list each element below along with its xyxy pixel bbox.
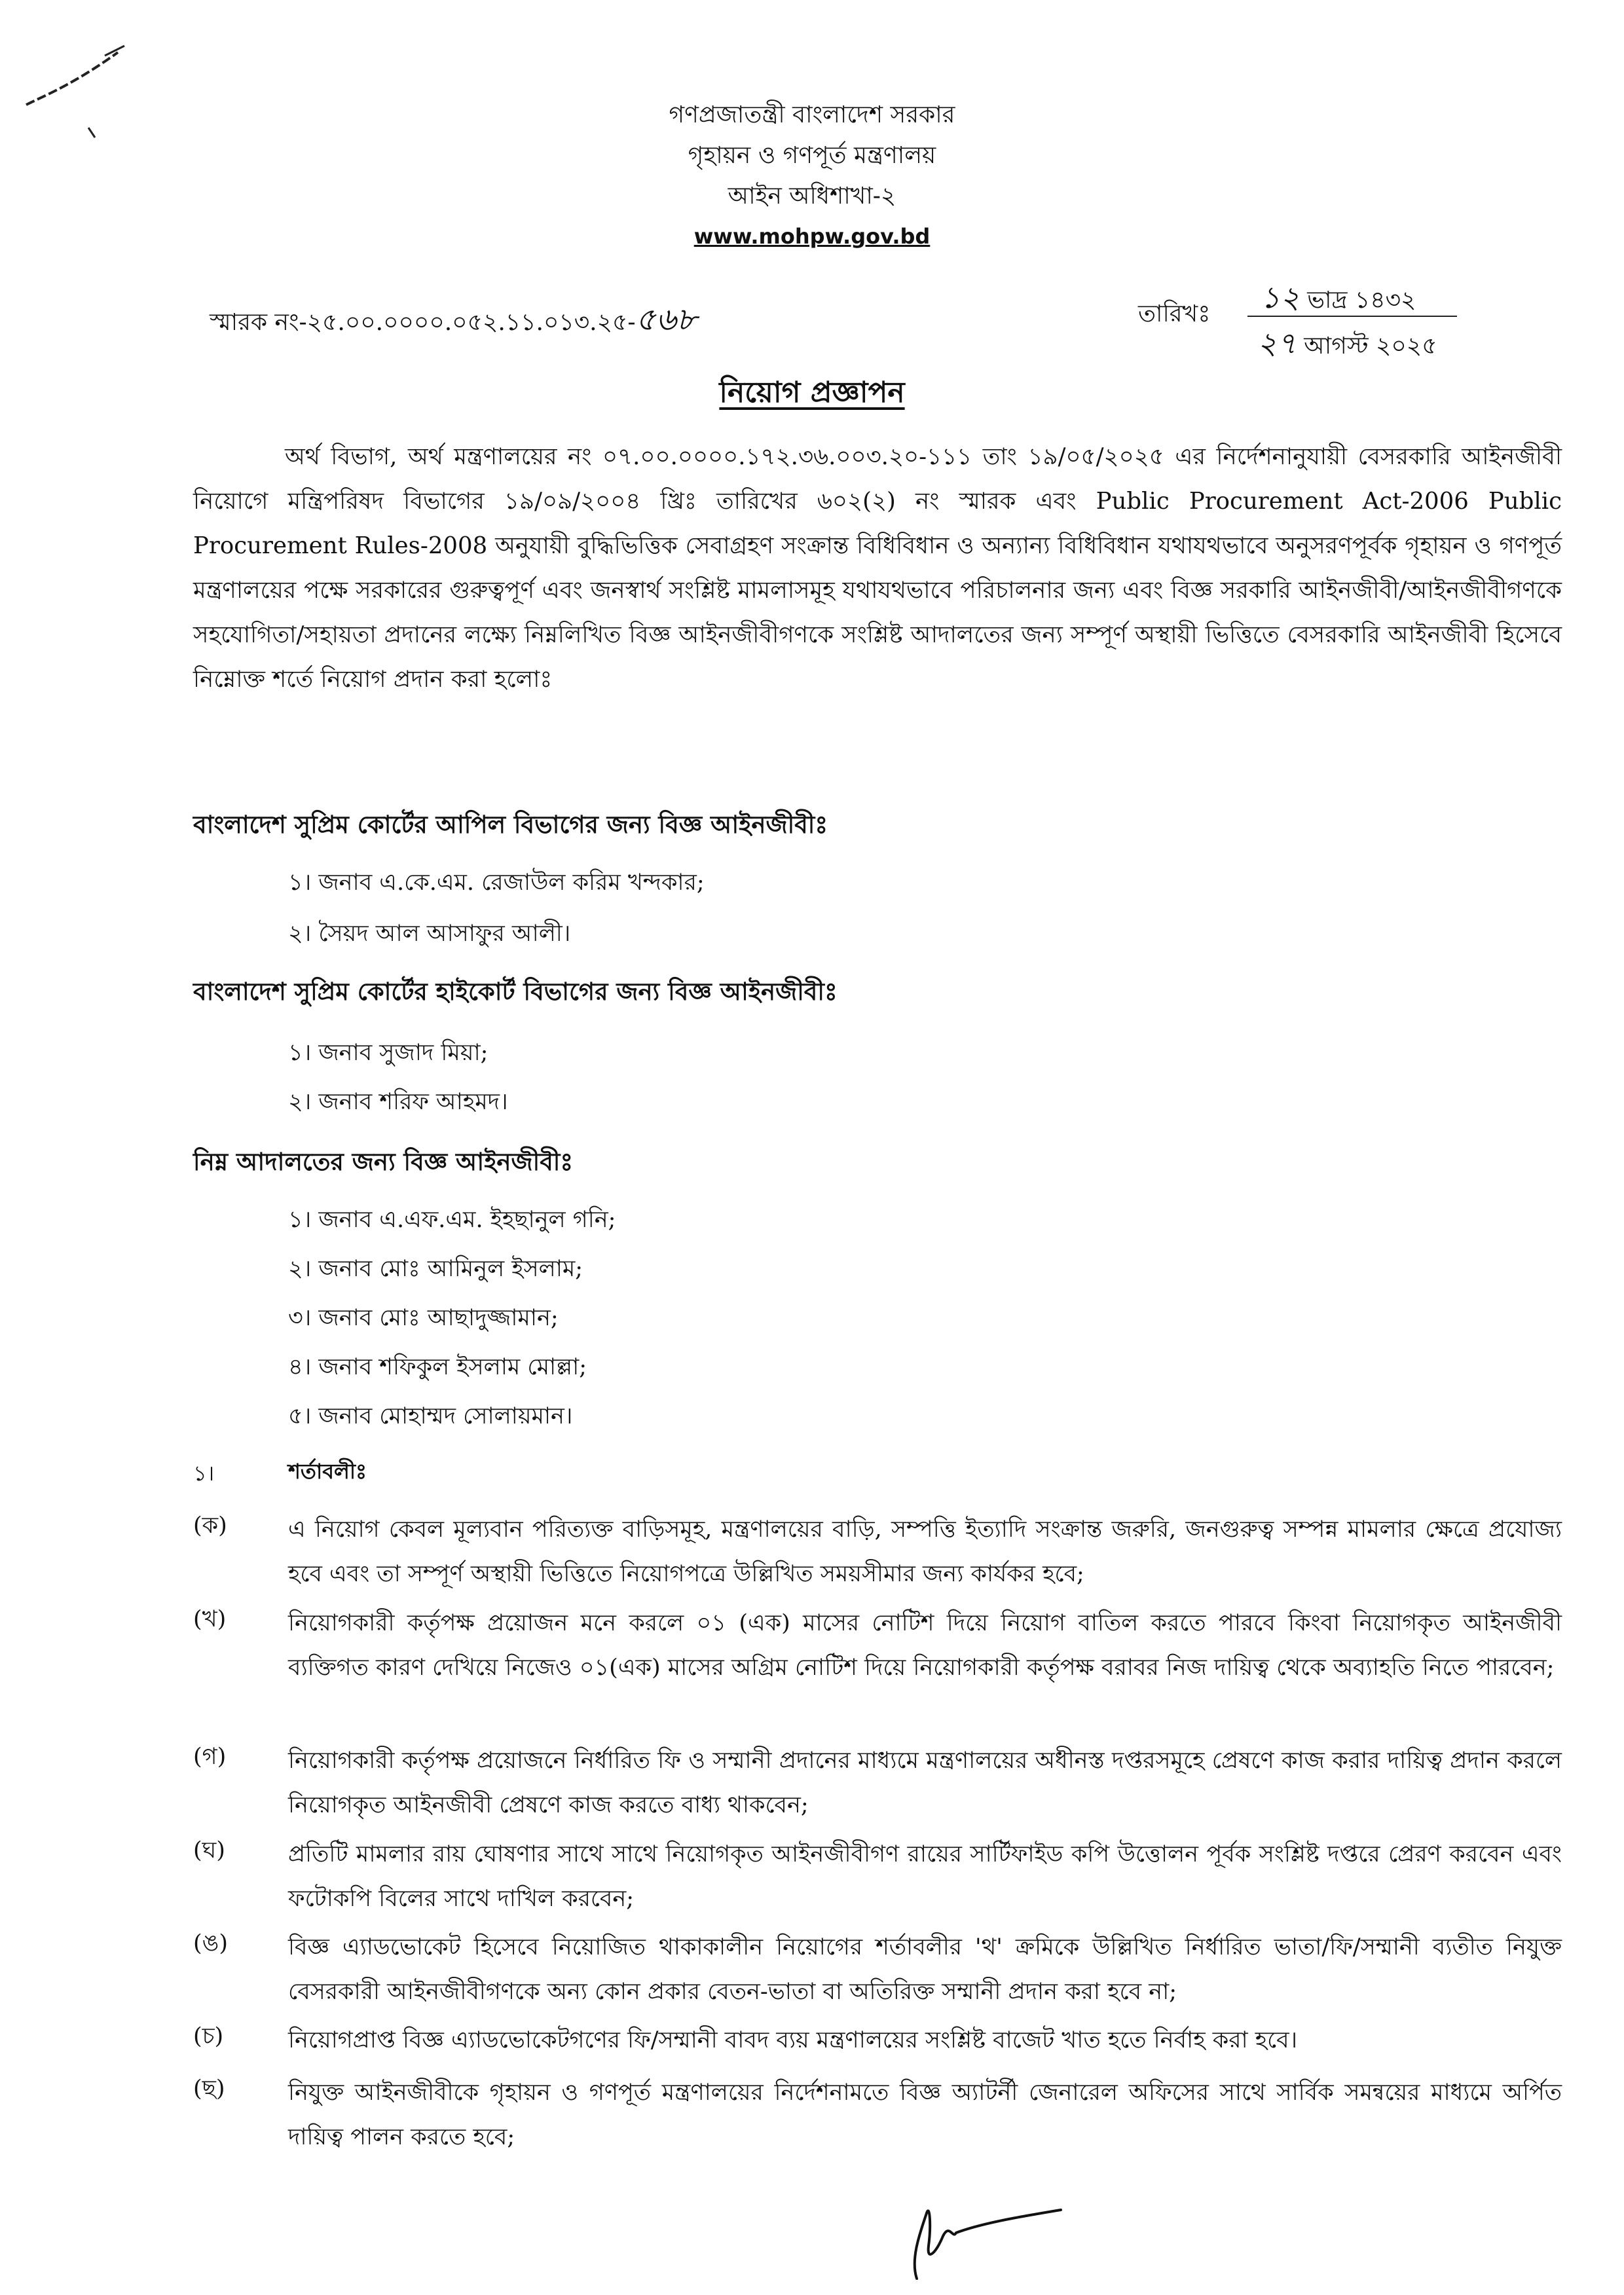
date-bangla-month-year: ভাদ্র ১৪৩২ — [1307, 287, 1416, 314]
conditions-number: ১। — [193, 1461, 215, 1486]
lower-court-lawyer-1: ১। জনাব এ.এফ.এম. ইহছানুল গনি; — [288, 1207, 616, 1233]
high-court-lawyer-1: ১। জনাব সুজাদ মিয়া; — [288, 1040, 489, 1066]
memo-reference-handwritten: ৫৬৮ — [635, 301, 697, 338]
website-link[interactable]: www.mohpw.gov.bd — [693, 224, 931, 249]
signature-icon — [891, 2187, 1087, 2285]
date-english — [1257, 321, 1437, 371]
condition-label: (খ) — [193, 1606, 227, 1632]
government-name: গণপ্রজাতন্ত্রী বাংলাদেশ সরকার — [669, 101, 955, 128]
date-label: তারিখঃ — [1138, 301, 1211, 327]
condition-label: (গ) — [193, 1744, 227, 1770]
memo-reference — [210, 296, 697, 348]
lower-court-lawyer-3: ৩। জনাব মোঃ আছাদুজ্জামান; — [288, 1305, 559, 1331]
appellate-lawyer-1: ১। জনাব এ.কে.এম. রেজাউল করিম খন্দকার; — [288, 870, 705, 896]
condition-label: (ছ) — [193, 2076, 225, 2102]
condition-text: নিয়োগকারী কর্তৃপক্ষ প্রয়োজনে নির্ধারিত ফি ও সম্মানী প্রদানের মাধ্যমে মন্ত্রণালয়ের অধীনস্ত দপ্তরসমূহে প্রেষণে কাজ করার দায়িত্ব প্রদান করলে নিয়োগকৃত আইনজীবী প্রেষণে কাজ করতে বাধ্য থাকবেন; — [288, 1748, 1562, 1818]
high-court-division-heading: বাংলাদেশ সুপ্রিম কোর্টের হাইকোর্ট বিভাগের জন্য বিজ্ঞ আইনজীবীঃ — [193, 977, 838, 1006]
ministry-name: গৃহায়ন ও গণপূর্ত মন্ত্রণালয় — [688, 142, 936, 169]
high-court-lawyer-2: ২। জনাব শরিফ আহমদ। — [288, 1089, 508, 1115]
condition-label: (ক) — [193, 1513, 227, 1539]
condition-text: নিযুক্ত আইনজীবীকে গৃহায়ন ও গণপূর্ত মন্ত্রণালয়ের নির্দেশনামতে বিজ্ঞ অ্যাটর্নী জেনারেল অফিসের সাথে সার্বিক সমন্বয়ের মাধ্যমে অর্পিত দায়িত্ব পালন করতে হবে; — [288, 2080, 1562, 2150]
memo-reference-printed: স্মারক নং-২৫.০০.০০০০.০৫২.১১.০১৩.২৫- — [210, 309, 636, 336]
appellate-division-heading: বাংলাদেশ সুপ্রিম কোর্টের আপিল বিভাগের জন্য বিজ্ঞ আইনজীবীঃ — [193, 810, 828, 839]
condition-text: এ নিয়োগ কেবল মূল্যবান পরিত্যক্ত বাড়িসমূহ, মন্ত্রণালয়ের বাড়ি, সম্পত্তি ইত্যাদি সংক্রান্ত জরুরি, জনগুরুত্ব সম্পন্ন মামলার ক্ষেত্রে প্রযোজ্য হবে এবং তা সম্পূর্ণ অস্থায়ী ভিত্তিতে নিয়োগপত্রে উল্লিখিত সময়সীমার জন্য কার্যকর হবে; — [288, 1516, 1562, 1587]
condition-label: (চ) — [193, 2023, 224, 2049]
condition-text: নিয়োগকারী কর্তৃপক্ষ প্রয়োজন মনে করলে ০১ (এক) মাসের নোটিশ দিয়ে নিয়োগ বাতিল করতে পারবে কিংবা নিয়োগকৃত আইনজীবী ব্যক্তিগত কারণ দেখিয়ে নিজেও ০১(এক) মাসের অগ্রিম নোটিশ দিয়ে নিয়োগকারী কর্তৃপক্ষ বরাবর নিজ দায়িত্ব থেকে অব্যাহতি নিতে পারবেন; — [288, 1610, 1562, 1681]
lower-court-lawyer-5: ৫। জনাব মোহাম্মদ সোলায়মান। — [288, 1403, 573, 1429]
intro-paragraph: অর্থ বিভাগ, অর্থ মন্ত্রণালয়ের নং ০৭.০০.০০০০.১৭২.৩৬.০০৩.২০-১১১ তাং ১৯/০৫/২০২৫ এর নির্দেশনানুযায়ী বেসরকারি আইনজীবী নিয়োগে মন্ত্রিপরিষদ বিভাগের ১৯/০৯/২০০৪ খ্রিঃ তারিখের ৬০২(২) নং স্মারক এবং Public Procurement Act-2006 Public Procurement Rules-2008 অনুযায়ী বুদ্ধিভিত্তিক সেবাগ্রহণ সংক্রান্ত বিধিবিধান ও অন্যান্য বিধিবিধান যথাযথভাবে অনুসরণপূর্বক গৃহায়ন ও গণপূর্ত মন্ত্রণালয়ের পক্ষে সরকারের গুরুত্বপূর্ণ এবং জনস্বার্থ সংশ্লিষ্ট মামলাসমূহ যথাযথভাবে পরিচালনার জন্য এবং বিজ্ঞ সরকারি আইনজীবী/আইনজীবীগণকে সহযোগিতা/সহায়তা প্রদানের লক্ষ্যে নিম্নলিখিত বিজ্ঞ আইনজীবীগণকে সংশ্লিষ্ট আদালতের জন্য সম্পূর্ণ অস্থায়ী ভিত্তিতে বেসরকারি আইনজীবী হিসেবে নিম্নোক্ত শর্তে নিয়োগ প্রদান করা হলোঃ — [193, 443, 1562, 693]
lower-court-lawyer-4: ৪। জনাব শফিকুল ইসলাম মোল্লা; — [288, 1354, 587, 1380]
condition-text: নিয়োগপ্রাপ্ত বিজ্ঞ এ্যাডভোকেটগণের ফি/সম্মানী বাবদ ব্যয় মন্ত্রণালয়ের সংশ্লিষ্ট বাজেট খাত হতে নির্বাহ করা হবে। — [288, 2027, 1298, 2053]
lower-court-lawyer-2: ২। জনাব মোঃ আমিনুল ইসলাম; — [288, 1256, 583, 1282]
date-english-month-year: আগস্ট ২০২৫ — [1304, 333, 1437, 359]
condition-text: বিজ্ঞ এ্যাডভোকেট হিসেবে নিয়োজিত থাকাকালীন নিয়োগের শর্তাবলীর 'থ' ক্রমিকে উল্লিখিত নির্ধারিত ভাতা/ফি/সম্মানী ব্যতীত নিযুক্ত বেসরকারী আইনজীবীগণকে অন্য কোন প্রকার বেতন-ভাতা বা অতিরিক্ত সম্মানী প্রদান করা হবে না; — [288, 1934, 1562, 2005]
date-divider — [1247, 316, 1457, 317]
section-name: আইন অধিশাখা-২ — [728, 183, 896, 210]
letterhead — [0, 95, 1624, 256]
appellate-lawyer-2: ২। সৈয়দ আল আসাফুর আলী। — [288, 921, 571, 947]
date-english-day: ২৭ — [1257, 325, 1297, 361]
document-title-text: নিয়োগ প্রজ্ঞাপন — [719, 376, 905, 409]
lower-court-heading: নিম্ন আদালতের জন্য বিজ্ঞ আইনজীবীঃ — [193, 1147, 574, 1176]
document-title — [0, 371, 1624, 418]
condition-label: (ঙ) — [193, 1930, 228, 1956]
condition-text: প্রতিটি মামলার রায় ঘোষণার সাথে সাথে নিয়োগকৃত আইনজীবীগণ রায়ের সার্টিফাইড কপি উত্তোলন পূর্বক সংশ্লিষ্ট দপ্তরে প্রেরণ করবেন এবং ফটোকপি বিলের সাথে দাখিল করবেন; — [288, 1841, 1562, 1912]
date-bangla-day: ১২ — [1261, 280, 1300, 315]
date-bangla — [1261, 275, 1416, 325]
conditions-heading: শর্তাবলীঃ — [288, 1459, 367, 1484]
condition-label: (ঘ) — [193, 1837, 225, 1864]
